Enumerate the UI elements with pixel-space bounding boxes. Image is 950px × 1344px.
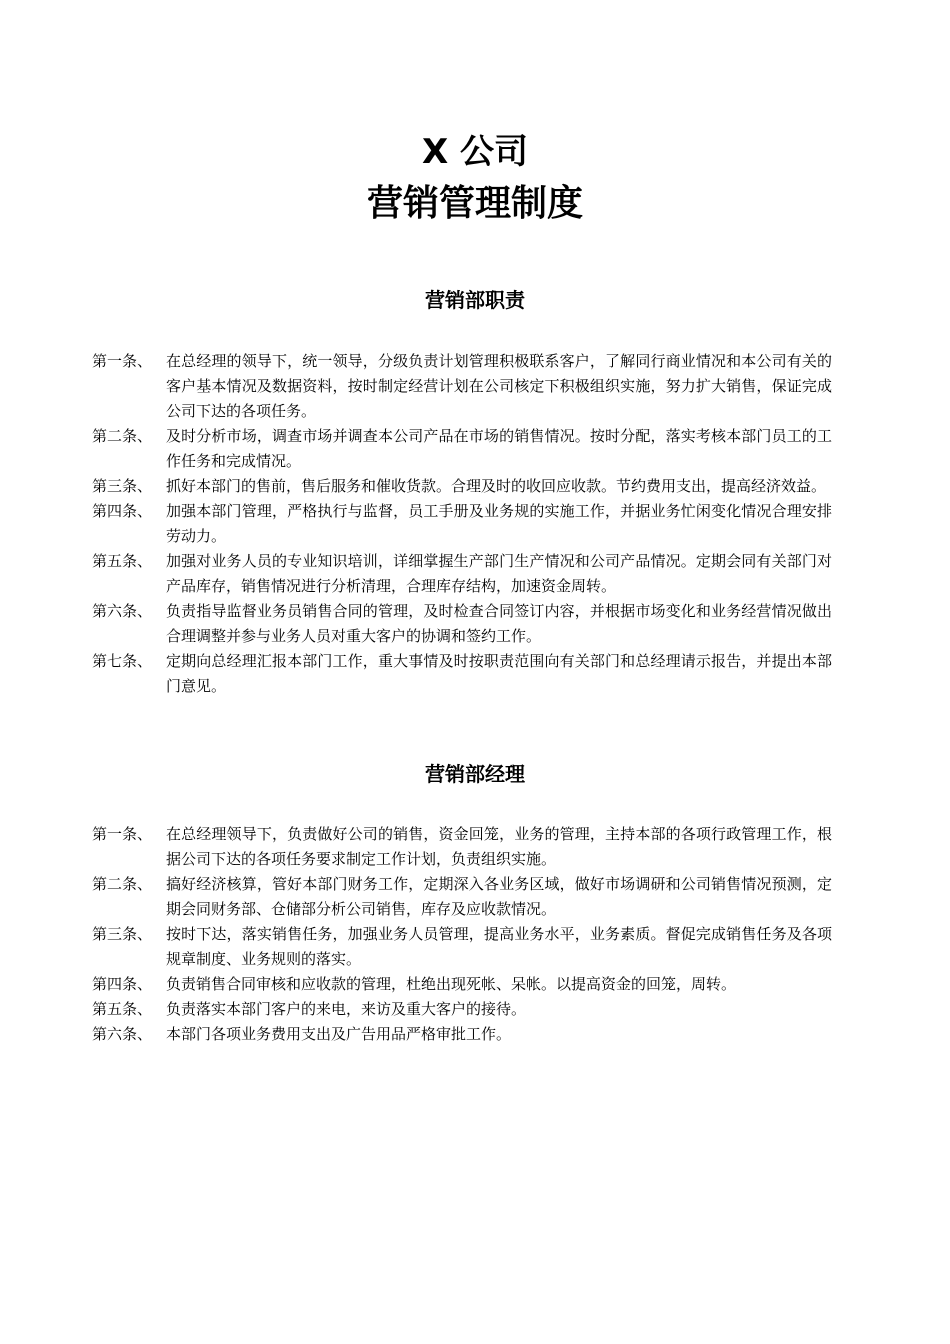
article-item xyxy=(92,424,832,474)
section-heading-duties: 营销部职责 xyxy=(425,288,525,312)
article-item xyxy=(92,549,832,599)
article-text: 本部门各项业务费用支出及广告用品严格审批工作。 xyxy=(166,1025,512,1043)
company-name: X 公司 xyxy=(421,132,529,172)
article-text: 负责落实本部门客户的来电，来访及重大客户的接待。 xyxy=(166,1000,527,1018)
article-list-manager xyxy=(92,822,832,1047)
article-number: 第七条、 xyxy=(92,652,153,670)
article-number: 第二条、 xyxy=(92,875,153,893)
article-item xyxy=(92,822,832,872)
article-text: 及时分析市场，调查市场并调查本公司产品在市场的销售情况。按时分配，落实考核本部门员工的工作任务和完成情况。 xyxy=(166,427,832,470)
article-item xyxy=(92,474,832,499)
article-number: 第一条、 xyxy=(92,825,153,843)
article-item xyxy=(92,872,832,922)
section-heading-manager: 营销部经理 xyxy=(425,762,525,786)
article-number: 第三条、 xyxy=(92,477,153,495)
article-item xyxy=(92,649,832,699)
document-title xyxy=(0,126,950,230)
article-number: 第四条、 xyxy=(92,502,153,520)
article-text: 定期向总经理汇报本部门工作，重大事情及时按职责范围向有关部门和总经理请示报告，并提出本部门意见。 xyxy=(166,652,832,695)
article-number: 第五条、 xyxy=(92,1000,153,1018)
article-item xyxy=(92,922,832,972)
article-text: 在总经理的领导下，统一领导，分级负责计划管理积极联系客户，了解同行商业情况和本公司有关的客户基本情况及数据资料，按时制定经营计划在公司核定下积极组织实施，努力扩大销售，保证完成公司下达的各项任务。 xyxy=(166,352,832,420)
article-number: 第三条、 xyxy=(92,925,153,943)
article-text: 加强对业务人员的专业知识培训，详细掌握生产部门生产情况和公司产品情况。定期会同有关部门对产品库存，销售情况进行分析清理，合理库存结构，加速资金周转。 xyxy=(166,552,832,595)
article-text: 负责销售合同审核和应收款的管理，杜绝出现死帐、呆帐。以提高资金的回笼，周转。 xyxy=(166,975,737,993)
article-text: 搞好经济核算，管好本部门财务工作，定期深入各业务区域，做好市场调研和公司销售情况预测，定期会同财务部、仓储部分析公司销售，库存及应收款情况。 xyxy=(166,875,832,918)
article-number: 第四条、 xyxy=(92,975,153,993)
article-text: 在总经理领导下，负责做好公司的销售，资金回笼，业务的管理，主持本部的各项行政管理工作，根据公司下达的各项任务要求制定工作计划，负责组织实施。 xyxy=(166,825,832,868)
article-text: 加强本部门管理，严格执行与监督，员工手册及业务规的实施工作，并据业务忙闲变化情况合理安排劳动力。 xyxy=(166,502,832,545)
article-text: 按时下达，落实销售任务，加强业务人员管理，提高业务水平，业务素质。督促完成销售任务及各项规章制度、业务规则的落实。 xyxy=(166,925,832,968)
article-item xyxy=(92,349,832,424)
article-item xyxy=(92,499,832,549)
article-text: 抓好本部门的售前，售后服务和催收货款。合理及时的收回应收款。节约费用支出，提高经济效益。 xyxy=(166,477,827,495)
article-number: 第六条、 xyxy=(92,602,153,620)
article-number: 第六条、 xyxy=(92,1025,153,1043)
article-list-duties xyxy=(92,349,832,699)
article-item xyxy=(92,1022,832,1047)
article-number: 第五条、 xyxy=(92,552,153,570)
article-item xyxy=(92,599,832,649)
article-item xyxy=(92,972,832,997)
article-number: 第二条、 xyxy=(92,427,153,445)
article-text: 负责指导监督业务员销售合同的管理，及时检查合同签订内容，并根据市场变化和业务经营情况做出合理调整并参与业务人员对重大客户的协调和签约工作。 xyxy=(166,602,832,645)
article-number: 第一条、 xyxy=(92,352,153,370)
document-title-main: 营销管理制度 xyxy=(366,183,583,224)
article-item xyxy=(92,997,832,1022)
